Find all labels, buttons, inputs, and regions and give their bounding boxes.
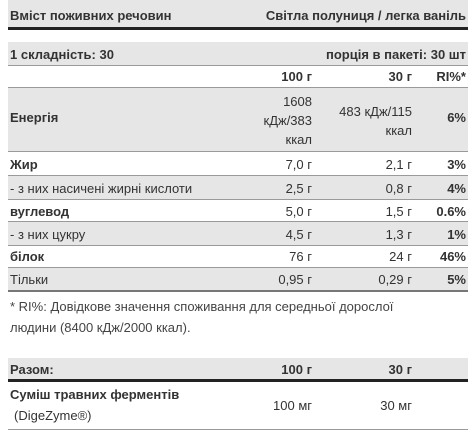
footnote-block bbox=[8, 292, 468, 346]
serving-info-row bbox=[8, 42, 468, 66]
nutrient-row-sugars bbox=[8, 222, 468, 246]
extras-column-per30: 30 г bbox=[388, 362, 412, 377]
extras-column-per100: 100 г bbox=[281, 362, 312, 377]
nutrient-per100: 76 г bbox=[289, 249, 312, 264]
nutrient-per100 bbox=[232, 92, 312, 149]
nutrient-per100: 0,95 г bbox=[278, 272, 312, 287]
nutrient-per100: 2,5 г bbox=[285, 181, 312, 196]
extras-item-per30: 30 мг bbox=[380, 398, 412, 413]
extras-item-sub: (DigeZyme®) bbox=[14, 408, 92, 423]
nutrient-name: Тільки bbox=[10, 272, 49, 287]
nutrient-per30: 0,29 г bbox=[378, 272, 412, 287]
nutrient-row-energy bbox=[8, 88, 468, 152]
nutrient-name: - з них цукру bbox=[10, 227, 86, 242]
footnote-line-1: * RI%: Довідкове значення споживання для середньої дорослої bbox=[10, 299, 394, 314]
nutrient-row-protein bbox=[8, 246, 468, 268]
nutrient-name: - з них насичені жирні кислоти bbox=[10, 181, 193, 196]
nutrient-per30: 24 г bbox=[389, 249, 412, 264]
energy-per30-line-1: 483 кДж/115 bbox=[339, 104, 412, 119]
nutrient-per100: 7,0 г bbox=[285, 157, 312, 172]
nutrient-name: білок bbox=[10, 249, 45, 264]
column-per100: 100 г bbox=[281, 69, 312, 84]
nutrient-ri: 1% bbox=[447, 227, 466, 242]
nutrient-per30: 0,8 г bbox=[385, 181, 412, 196]
nutrient-ri: 6% bbox=[447, 110, 466, 125]
extras-header-label: Разом: bbox=[10, 362, 54, 377]
nutrient-row-carbohydrate bbox=[8, 200, 468, 222]
energy-per30-line-2: ккал bbox=[385, 123, 412, 138]
nutrient-ri: 3% bbox=[447, 157, 466, 172]
nutrient-per30 bbox=[316, 102, 412, 140]
column-per30: 30 г bbox=[388, 69, 412, 84]
nutrient-name: вуглевод bbox=[10, 204, 70, 219]
nutrient-name: Жир bbox=[10, 157, 38, 172]
extras-item-row bbox=[8, 382, 468, 430]
extras-item-name: Суміш травних ферментів bbox=[10, 387, 180, 402]
column-header-row bbox=[8, 66, 468, 88]
energy-per100-line-3: ккал bbox=[285, 132, 312, 147]
energy-per100-line-2: кДж/383 bbox=[263, 113, 312, 128]
nutrient-per30: 1,3 г bbox=[385, 227, 412, 242]
column-ri: RI%* bbox=[436, 69, 466, 84]
servings-label: 1 складність: 30 bbox=[10, 47, 114, 62]
nutrient-row-saturated-fat bbox=[8, 176, 468, 200]
nutrient-per100: 5,0 г bbox=[285, 204, 312, 219]
nutrient-per30: 1,5 г bbox=[385, 204, 412, 219]
footnote-text bbox=[10, 296, 393, 338]
nutrient-row-salt bbox=[8, 268, 468, 292]
nutrient-per100: 4,5 г bbox=[285, 227, 312, 242]
nutrition-table bbox=[8, 0, 468, 430]
nutrient-ri: 5% bbox=[447, 272, 466, 287]
extras-header-row bbox=[8, 358, 468, 382]
energy-per100-line-1: 1608 bbox=[283, 94, 312, 109]
extras-item-per100: 100 мг bbox=[273, 398, 312, 413]
nutrient-per30: 2,1 г bbox=[385, 157, 412, 172]
nutrient-ri: 0.6% bbox=[436, 204, 466, 219]
flavor-label: Світла полуниця / легка ваніль bbox=[265, 8, 466, 23]
nutrient-name: Енергія bbox=[10, 110, 59, 125]
portion-label: порція в пакеті: 30 шт bbox=[326, 47, 466, 62]
nutrient-ri: 4% bbox=[447, 181, 466, 196]
nutrient-ri: 46% bbox=[439, 249, 466, 264]
table-header-row bbox=[8, 0, 468, 30]
footnote-line-2: людини (8400 кДж/2000 ккал). bbox=[10, 320, 191, 335]
table-title: Вміст поживних речовин bbox=[10, 8, 172, 23]
nutrient-row-fat bbox=[8, 152, 468, 176]
